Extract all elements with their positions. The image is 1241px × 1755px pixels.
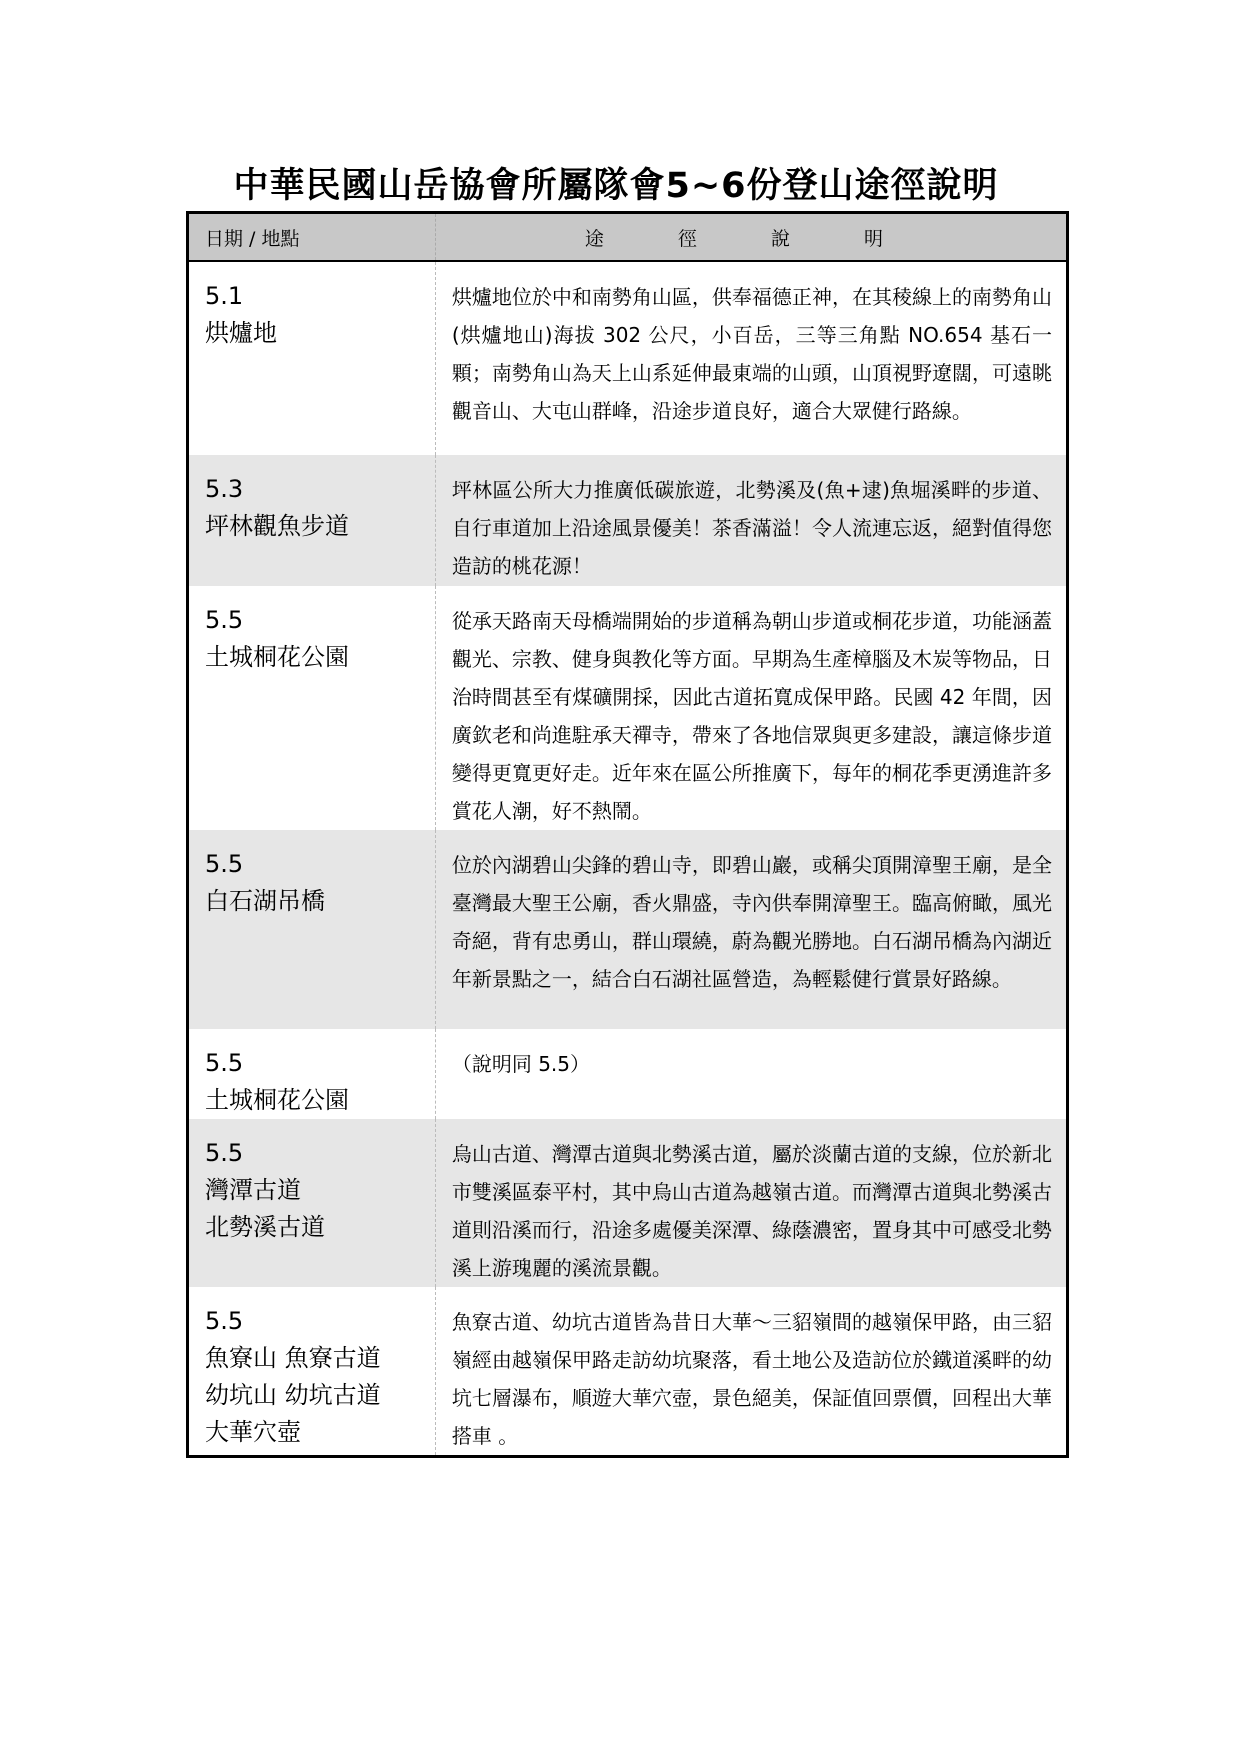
date-place-cell bbox=[188, 455, 436, 586]
table-row bbox=[188, 1029, 1068, 1119]
header-description: 途 徑 說 明 bbox=[435, 213, 1067, 262]
route-place: 灣潭古道 bbox=[205, 1176, 301, 1204]
table-header-row bbox=[188, 213, 1068, 262]
page-title: 中華民國山岳協會所屬隊會5~6份登山途徑說明 bbox=[233, 166, 999, 206]
route-description: 坪林區公所大力推廣低碳旅遊，北勢溪及(魚+逮)魚堀溪畔的步道、自行車道加上沿途風景優美！茶香滿溢！令人流連忘返，絕對值得您造訪的桃花源！ bbox=[451, 478, 1052, 578]
date-place-cell bbox=[188, 1287, 436, 1457]
date-place-cell bbox=[188, 261, 436, 455]
table-row bbox=[188, 261, 1068, 455]
route-place: 烘爐地 bbox=[205, 319, 277, 347]
date-place-cell bbox=[188, 1029, 436, 1119]
description-cell bbox=[435, 830, 1067, 1029]
description-cell bbox=[435, 1029, 1067, 1119]
description-cell bbox=[435, 261, 1067, 455]
route-description: 烘爐地位於中和南勢角山區，供奉福德正神，在其稜線上的南勢角山(烘爐地山)海拔 302 公尺，小百岳，三等三角點 NO.654 基石一顆；南勢角山為天上山系延伸最東端的山頭，山頂視野遼闊，可遠眺觀音山、大屯山群峰，沿途步道良好，適合大眾健行路線。 bbox=[451, 285, 1052, 423]
route-place: 魚寮山 魚寮古道 bbox=[205, 1344, 381, 1372]
route-description: 位於內湖碧山尖鋒的碧山寺，即碧山巖，或稱尖頂開漳聖王廟，是全臺灣最大聖王公廟，香火鼎盛，寺內供奉開漳聖王。臨高俯瞰，風光奇絕，背有忠勇山，群山環繞，蔚為觀光勝地。白石湖吊橋為內湖近年新景點之一，結合白石湖社區營造，為輕鬆健行賞景好路線。 bbox=[451, 853, 1052, 991]
route-place: 北勢溪古道 bbox=[205, 1213, 325, 1241]
route-place: 土城桐花公園 bbox=[205, 643, 349, 671]
route-place: 幼坑山 幼坑古道 bbox=[205, 1381, 381, 1409]
date-place-cell bbox=[188, 586, 436, 830]
route-date: 5.1 bbox=[205, 282, 244, 310]
route-place: 大華穴壺 bbox=[205, 1418, 301, 1446]
route-date: 5.5 bbox=[205, 1049, 244, 1077]
route-description: 從承天路南天母橋端開始的步道稱為朝山步道或桐花步道，功能涵蓋觀光、宗教、健身與教化等方面。早期為生產樟腦及木炭等物品，日治時間甚至有煤礦開採，因此古道拓寬成保甲路。民國 42 年間，因廣欽老和尚進駐承天禪寺，帶來了各地信眾與更多建設，讓這條步道變得更寬更好走。近年來在區公所推廣下，每年的桐花季更湧進許多賞花人潮，好不熱鬧。 bbox=[451, 609, 1052, 823]
route-date: 5.5 bbox=[205, 1139, 244, 1167]
route-date: 5.5 bbox=[205, 606, 244, 634]
route-date: 5.3 bbox=[205, 475, 244, 503]
route-description: 魚寮古道、幼坑古道皆為昔日大華～三貂嶺間的越嶺保甲路，由三貂嶺經由越嶺保甲路走訪幼坑聚落，看土地公及造訪位於鐵道溪畔的幼坑七層瀑布，順遊大華穴壺，景色絕美，保証值回票價，回程出大華搭車 。 bbox=[451, 1310, 1052, 1448]
route-place: 坪林觀魚步道 bbox=[205, 512, 349, 540]
route-table bbox=[186, 211, 1069, 1458]
date-place-cell bbox=[188, 1119, 436, 1287]
table-row bbox=[188, 830, 1068, 1029]
description-cell bbox=[435, 455, 1067, 586]
route-description: （說明同 5.5） bbox=[451, 1052, 591, 1076]
route-place: 白石湖吊橋 bbox=[205, 887, 325, 915]
date-place-cell bbox=[188, 830, 436, 1029]
route-date: 5.5 bbox=[205, 850, 244, 878]
description-cell bbox=[435, 1287, 1067, 1457]
description-cell bbox=[435, 1119, 1067, 1287]
table-row bbox=[188, 1287, 1068, 1457]
table-row bbox=[188, 1119, 1068, 1287]
description-cell bbox=[435, 586, 1067, 830]
route-date: 5.5 bbox=[205, 1307, 244, 1335]
header-date-place: 日期 / 地點 bbox=[188, 213, 436, 262]
route-description: 烏山古道、灣潭古道與北勢溪古道，屬於淡蘭古道的支線，位於新北市雙溪區泰平村，其中烏山古道為越嶺古道。而灣潭古道與北勢溪古道則沿溪而行，沿途多處優美深潭、綠蔭濃密，置身其中可感受北勢溪上游瑰麗的溪流景觀。 bbox=[451, 1142, 1052, 1280]
route-place: 土城桐花公園 bbox=[205, 1086, 349, 1114]
table-row bbox=[188, 455, 1068, 586]
table-row bbox=[188, 586, 1068, 830]
